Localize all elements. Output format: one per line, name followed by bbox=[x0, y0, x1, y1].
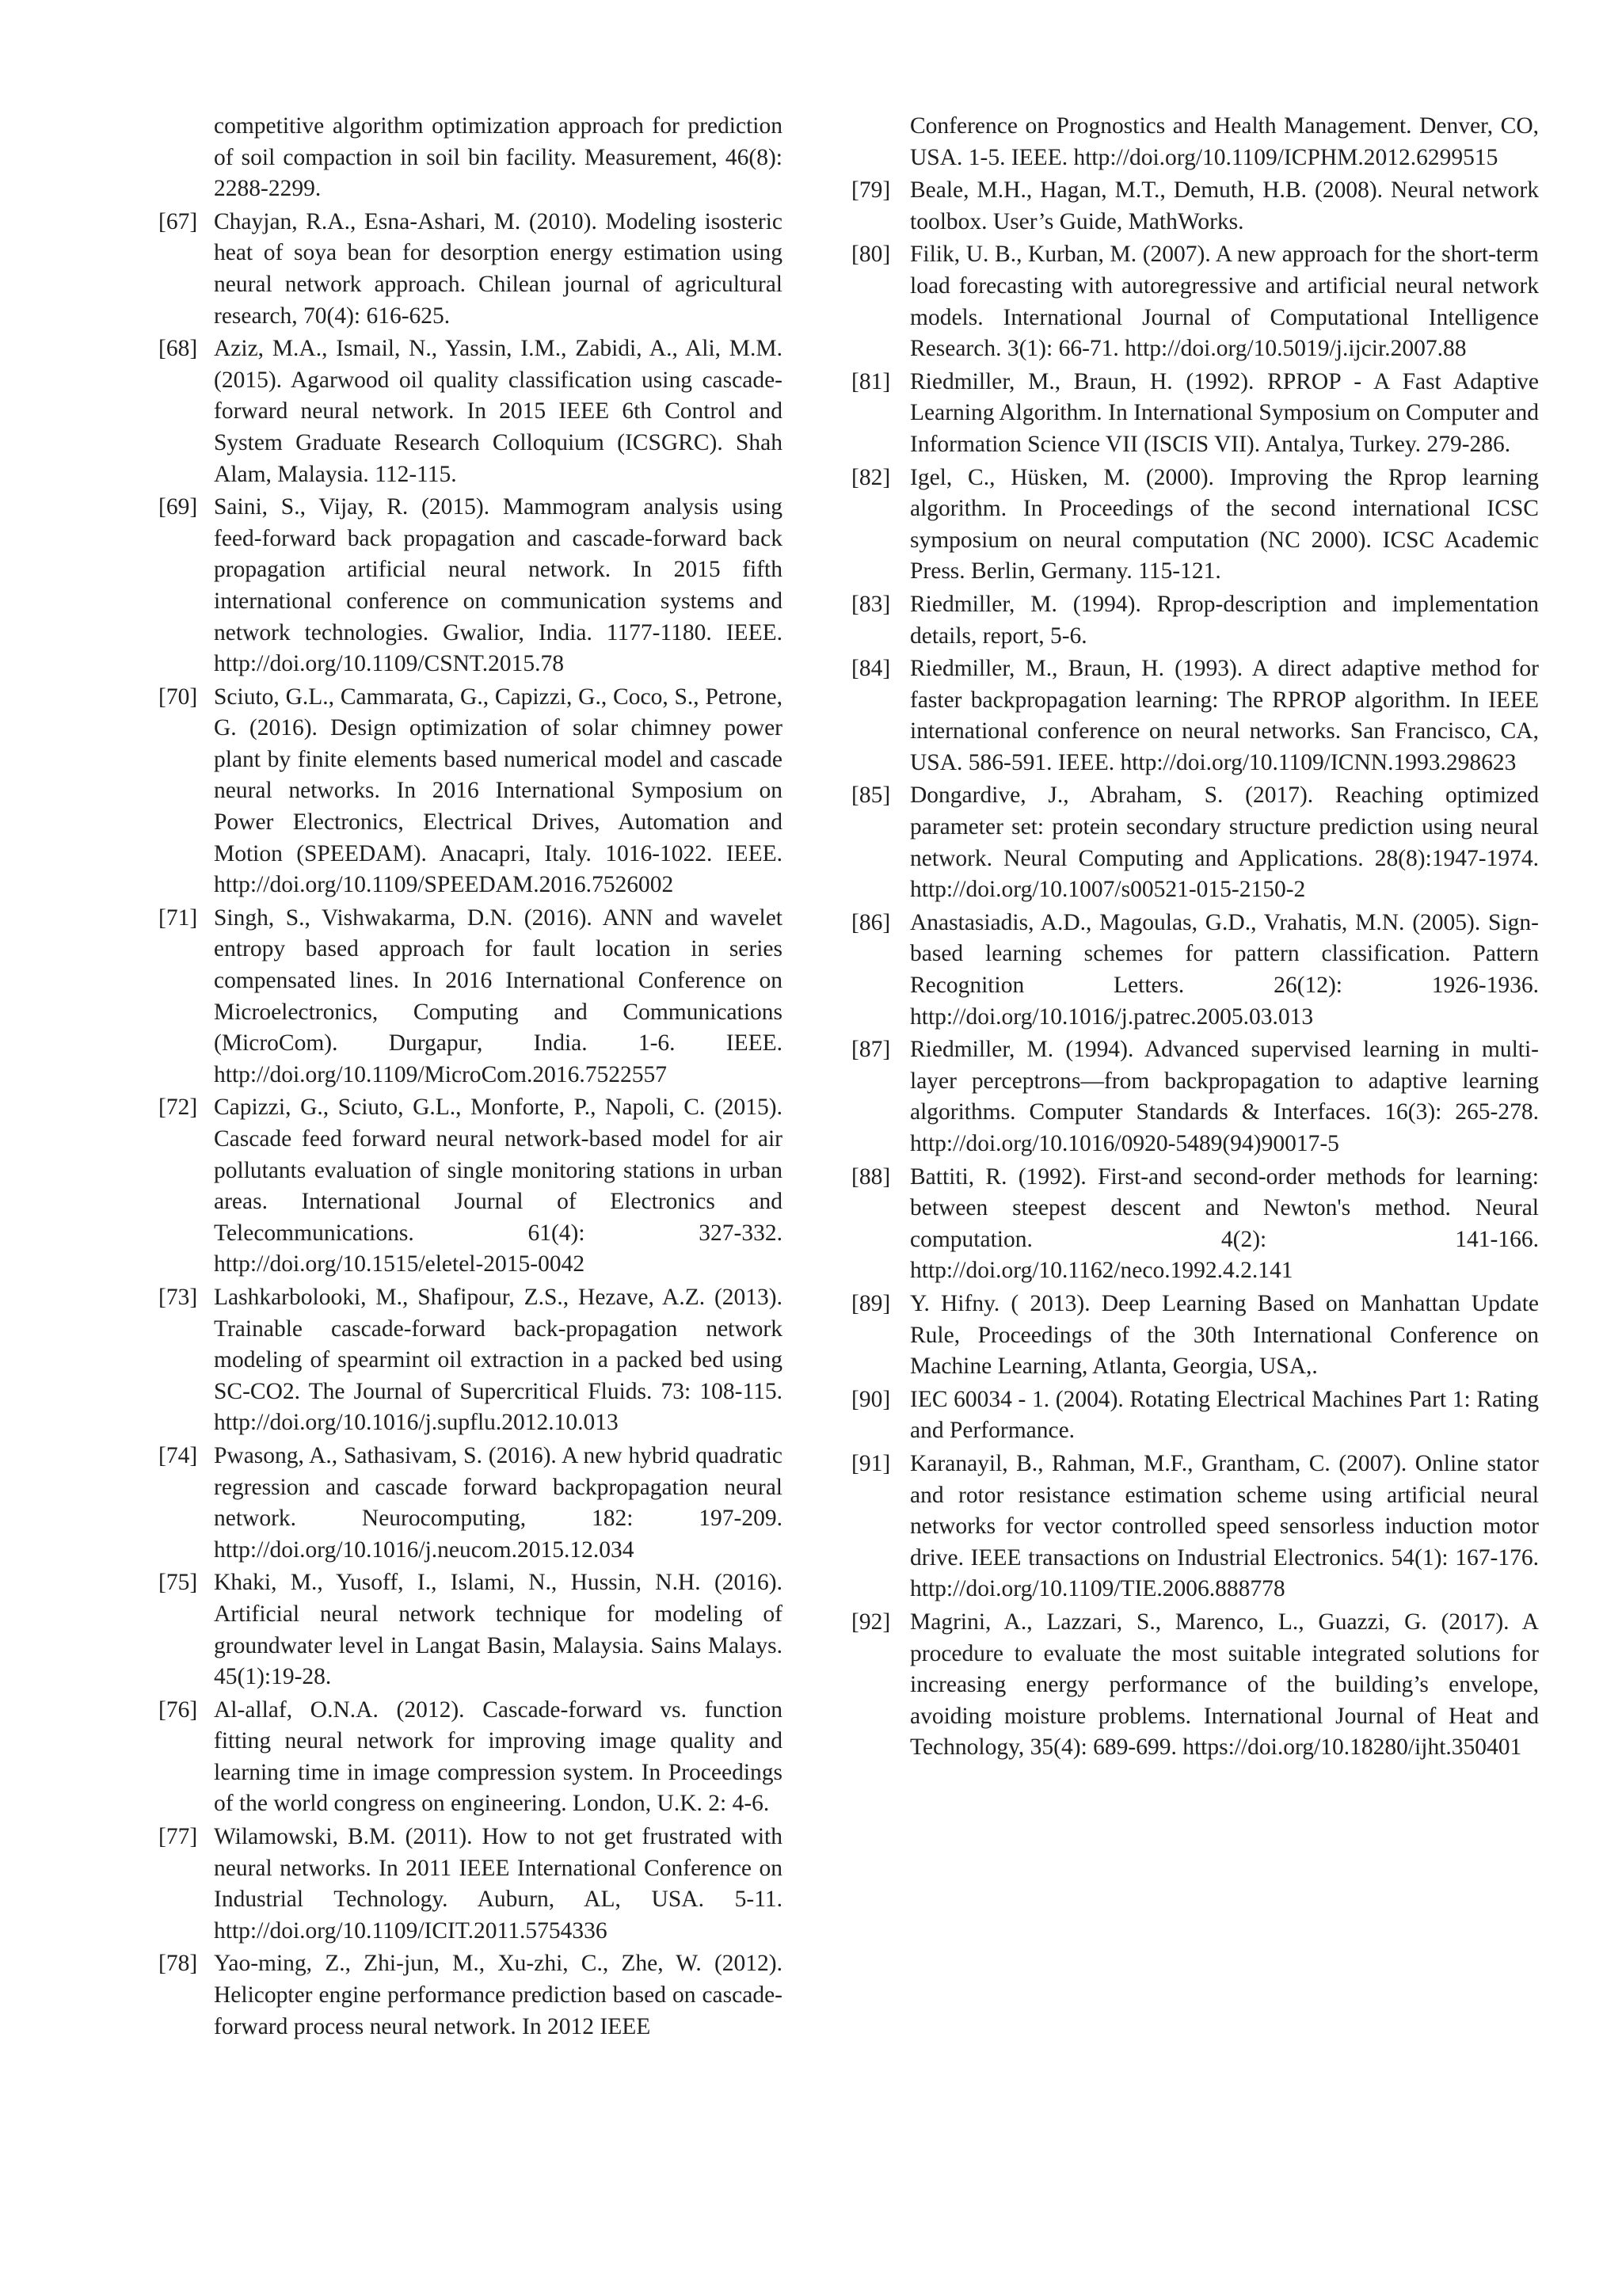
reference-entry bbox=[851, 1034, 1539, 1159]
reference-number: [81] bbox=[851, 368, 891, 394]
reference-text: Magrini, A., Lazzari, S., Marenco, L., Guazzi, G. (2017). A procedure to evaluate the most suitable integrated solutions for increasing energy performance of the building’s envelope, avoiding moisture problems. International Journal of Heat and Technology, 35(4): 689-699. https://doi.org/10.18280/ijht.350401 bbox=[910, 1609, 1539, 1761]
reference-text: Anastasiadis, A.D., Magoulas, G.D., Vrahatis, M.N. (2005). Sign-based learning schemes for pattern classification. Pattern Recognition Letters. 26(12): 1926-1936. http://doi.org/10.1016/j.patrec.2005.03.013 bbox=[910, 909, 1539, 1030]
reference-number: [69] bbox=[158, 494, 198, 520]
reference-text: Riedmiller, M. (1994). Rprop-description and implementation details, report, 5-6. bbox=[910, 591, 1539, 649]
reference-text: Riedmiller, M., Braun, H. (1993). A direct adaptive method for faster backpropagation learning: The RPROP algorithm. In IEEE international conference on neural networks. San Francisco, CA, USA. 586-591. IEEE. http://doi.org/10.1109/ICNN.1993.298623 bbox=[910, 656, 1539, 775]
reference-entry bbox=[851, 1289, 1539, 1383]
reference-text: Khaki, M., Yusoff, I., Islami, N., Hussin, N.H. (2016). Artificial neural network technique for modeling of groundwater level in Langat Basin, Malaysia. Sains Malays. 45(1):19-28. bbox=[214, 1570, 782, 1690]
reference-text: Saini, S., Vijay, R. (2015). Mammogram analysis using feed-forward back propagation and cascade-forward back propagation artificial neural network. In 2015 fifth international conference on communication systems and network technologies. Gwalior, India. 1177-1180. IEEE. http://doi.org/10.1109/CSNT.2015.78 bbox=[214, 494, 782, 677]
reference-number: [82] bbox=[851, 464, 891, 490]
reference-text: Capizzi, G., Sciuto, G.L., Monforte, P., Napoli, C. (2015). Cascade feed forward neural network-based model for air pollutants evaluation of single monitoring stations in urban areas. International Journal of Electronics and Telecommunications. 61(4): 327-332. http://doi.org/10.1515/eletel-2015-0042 bbox=[214, 1095, 782, 1277]
reference-number: [67] bbox=[158, 208, 198, 234]
reference-entry bbox=[851, 175, 1539, 238]
reference-entry bbox=[158, 1282, 782, 1439]
reference-entry bbox=[851, 589, 1539, 652]
reference-text: Chayjan, R.A., Esna-Ashari, M. (2010). Modeling isosteric heat of soya bean for desorption energy estimation using neural network approach. Chilean journal of agricultural research, 70(4): 616-625. bbox=[214, 208, 782, 329]
reference-entry bbox=[851, 1449, 1539, 1605]
reference-text: Sciuto, G.L., Cammarata, G., Capizzi, G., Coco, S., Petrone, G. (2016). Design optimization of solar chimney power plant by finite elements based numerical model and cascade neural networks. In 2016 International Symposium on Power Electronics, Electrical Drives, Automation and Motion (SPEEDAM). Anacapri, Italy. 1016-1022. IEEE. http://doi.org/10.1109/SPEEDAM.2016.7526002 bbox=[214, 683, 782, 898]
reference-text: Yao-ming, Z., Zhi-jun, M., Xu-zhi, C., Zhe, W. (2012). Helicopter engine performance prediction based on cascade-forward process neural network. In 2012 IEEE bbox=[214, 1951, 782, 2039]
reference-entry bbox=[158, 333, 782, 490]
reference-column-left bbox=[158, 111, 782, 2044]
reference-number: [83] bbox=[851, 591, 891, 617]
reference-entry bbox=[851, 1162, 1539, 1287]
reference-text: Beale, M.H., Hagan, M.T., Demuth, H.B. (2008). Neural network toolbox. User’s Guide, MathWorks. bbox=[910, 177, 1539, 234]
reference-number: [86] bbox=[851, 909, 891, 935]
reference-number: [87] bbox=[851, 1037, 891, 1063]
reference-entry bbox=[158, 1441, 782, 1566]
reference-column-right bbox=[851, 111, 1539, 1765]
reference-text: Lashkarbolooki, M., Shafipour, Z.S., Hezave, A.Z. (2013). Trainable cascade-forward back-propagation network modeling of spearmint oil extraction in a packed bed using SC-CO2. The Journal of Supercritical Fluids. 73: 108-115. http://doi.org/10.1016/j.supflu.2012.10.013 bbox=[214, 1284, 782, 1436]
reference-text: competitive algorithm optimization approach for prediction of soil compaction in soil bin facility. Measurement, 46(8): 2288-2299. bbox=[214, 113, 782, 202]
reference-entry bbox=[158, 903, 782, 1091]
reference-number: [79] bbox=[851, 177, 891, 204]
reference-text: Riedmiller, M. (1994). Advanced supervised learning in multi-layer perceptrons—from backpropagation to adaptive learning algorithms. Computer Standards & Interfaces. 16(3): 265-278. http://doi.org/10.1016/0920-5489(94)90017-5 bbox=[910, 1037, 1539, 1156]
reference-entry bbox=[851, 653, 1539, 779]
reference-text: Wilamowski, B.M. (2011). How to not get frustrated with neural networks. In 2011 IEEE International Conference on Industrial Technology. Auburn, AL, USA. 5-11. http://doi.org/10.1109/ICIT.2011.5754336 bbox=[214, 1824, 782, 1944]
reference-number: [74] bbox=[158, 1442, 198, 1468]
reference-entry bbox=[158, 1092, 782, 1281]
reference-entry bbox=[158, 492, 782, 680]
reference-text: Karanayil, B., Rahman, M.F., Grantham, C. (2007). Online stator and rotor resistance estimation scheme using artificial neural networks for vector controlled speed sensorless induction motor drive. IEEE transactions on Industrial Electronics. 54(1): 167-176. http://doi.org/10.1109/TIE.2006.888778 bbox=[910, 1450, 1539, 1602]
reference-entry bbox=[158, 1567, 782, 1692]
reference-entry bbox=[851, 367, 1539, 461]
reference-text: Riedmiller, M., Braun, H. (1992). RPROP - A Fast Adaptive Learning Algorithm. In International Symposium on Computer and Information Science VII (ISCIS VII). Antalya, Turkey. 279-286. bbox=[910, 368, 1539, 457]
reference-text: Conference on Prognostics and Health Management. Denver, CO, USA. 1-5. IEEE. http://doi.org/10.1109/ICPHM.2012.6299515 bbox=[910, 113, 1539, 170]
reference-number: [75] bbox=[158, 1570, 198, 1596]
reference-entry bbox=[851, 463, 1539, 588]
reference-text: Battiti, R. (1992). First-and second-order methods for learning: between steepest descent and Newton's method. Neural computation. 4(2): 141-166. http://doi.org/10.1162/neco.1992.4.2.141 bbox=[910, 1163, 1539, 1284]
reference-entry bbox=[158, 682, 782, 901]
reference-entry bbox=[851, 1607, 1539, 1764]
reference-entry bbox=[158, 111, 782, 205]
reference-number: [76] bbox=[158, 1696, 198, 1723]
reference-number: [68] bbox=[158, 336, 198, 362]
reference-entry bbox=[851, 780, 1539, 905]
reference-number: [70] bbox=[158, 683, 198, 710]
reference-text: IEC 60034 - 1. (2004). Rotating Electrical Machines Part 1: Rating and Performance. bbox=[910, 1386, 1539, 1444]
reference-number: [71] bbox=[158, 904, 198, 931]
reference-number: [84] bbox=[851, 656, 891, 682]
reference-number: [72] bbox=[158, 1095, 198, 1121]
reference-number: [89] bbox=[851, 1290, 891, 1316]
reference-entry bbox=[158, 207, 782, 332]
reference-number: [90] bbox=[851, 1386, 891, 1412]
reference-entry bbox=[158, 1695, 782, 1820]
reference-entry bbox=[851, 111, 1539, 173]
reference-number: [80] bbox=[851, 242, 891, 268]
reference-entry bbox=[851, 1384, 1539, 1447]
reference-entry bbox=[851, 908, 1539, 1033]
reference-text: Aziz, M.A., Ismail, N., Yassin, I.M., Zabidi, A., Ali, M.M. (2015). Agarwood oil quality classification using cascade-forward neural network. In 2015 IEEE 6th Control and System Graduate Research Colloquium (ICSGRC). Shah Alam, Malaysia. 112-115. bbox=[214, 336, 782, 487]
reference-entry bbox=[851, 239, 1539, 364]
reference-entry bbox=[158, 1948, 782, 2043]
reference-text: Igel, C., Hüsken, M. (2000). Improving the Rprop learning algorithm. In Proceedings of the second international ICSC symposium on neural computation (NC 2000). ICSC Academic Press. Berlin, Germany. 115-121. bbox=[910, 464, 1539, 584]
reference-number: [85] bbox=[851, 782, 891, 809]
reference-text: Dongardive, J., Abraham, S. (2017). Reaching optimized parameter set: protein secondary structure prediction using neural network. Neural Computing and Applications. 28(8):1947-1974. http://doi.org/10.1007/s00521-015-2150-2 bbox=[910, 782, 1539, 903]
reference-number: [91] bbox=[851, 1450, 891, 1476]
reference-text: Singh, S., Vishwakarma, D.N. (2016). ANN and wavelet entropy based approach for fault location in series compensated lines. In 2016 International Conference on Microelectronics, Computing and Communications (MicroCom). Durgapur, India. 1-6. IEEE. http://doi.org/10.1109/MicroCom.2016.7522557 bbox=[214, 904, 782, 1087]
reference-text: Pwasong, A., Sathasivam, S. (2016). A new hybrid quadratic regression and cascade forward backpropagation neural network. Neurocomputing, 182: 197-209. http://doi.org/10.1016/j.neucom.2015.12.034 bbox=[214, 1442, 782, 1563]
reference-number: [92] bbox=[851, 1609, 891, 1635]
reference-number: [88] bbox=[851, 1163, 891, 1190]
reference-text: Y. Hifny. ( 2013). Deep Learning Based on Manhattan Update Rule, Proceedings of the 30th International Conference on Machine Learning, Atlanta, Georgia, USA,. bbox=[910, 1290, 1539, 1380]
reference-entry bbox=[158, 1822, 782, 1947]
reference-text: Al-allaf, O.N.A. (2012). Cascade-forward vs. function fitting neural network for improving image quality and learning time in image compression system. In Proceedings of the world congress on engineering. London, U.K. 2: 4-6. bbox=[214, 1696, 782, 1817]
reference-number: [73] bbox=[158, 1284, 198, 1310]
reference-text: Filik, U. B., Kurban, M. (2007). A new approach for the short-term load forecasting with autoregressive and artificial neural network models. International Journal of Computational Intelligence Research. 3(1): 66-71. http://doi.org/10.5019/j.ijcir.2007.88 bbox=[910, 242, 1539, 362]
reference-number: [78] bbox=[158, 1951, 198, 1977]
reference-number: [77] bbox=[158, 1824, 198, 1850]
